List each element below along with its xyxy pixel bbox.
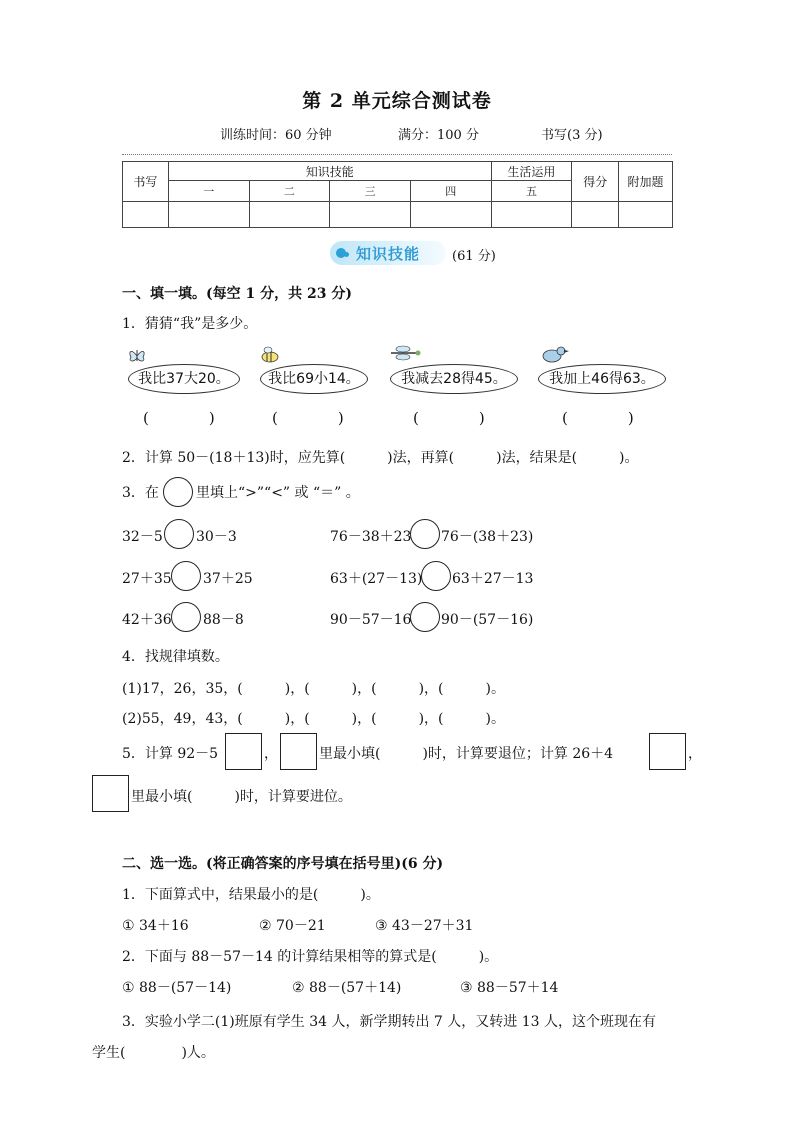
q3-r3-right-b: 90－(57－16): [441, 612, 534, 628]
p2-q3-line-2: 学生( )人。: [92, 1045, 215, 1061]
answer-paren-3[interactable]: ( ): [413, 409, 485, 427]
p2-q1-option-2[interactable]: ② 70－21: [259, 918, 326, 934]
bee-icon: [258, 345, 282, 365]
q4-text: 4．找规律填数。: [122, 649, 229, 665]
answer-box[interactable]: [92, 775, 129, 812]
header-part-2: 二: [249, 181, 330, 202]
header-extra: 附加题: [619, 162, 673, 202]
divider: [122, 154, 672, 155]
header-part-5: 五: [491, 181, 572, 202]
q3-r2-left-b: 37＋25: [203, 571, 253, 587]
q2-text: 2．计算 50－(18＋13)时，应先算( )法，再算( )法，结果是( )。: [122, 450, 639, 466]
compare-circle[interactable]: [410, 602, 440, 632]
score-cell[interactable]: [123, 202, 169, 228]
answer-box[interactable]: [649, 733, 686, 770]
part2-heading: 二、选一选。(将正确答案的序号填在括号里)(6 分): [122, 856, 444, 872]
q3-r2-right-b: 63＋27－13: [452, 571, 534, 587]
score-cell[interactable]: [491, 202, 572, 228]
header-part-1: 一: [168, 181, 249, 202]
full-score: 满分：100 分: [398, 128, 479, 143]
score-cell[interactable]: [168, 202, 249, 228]
q3-r1-right-a: 76－38＋23: [330, 529, 412, 545]
answer-box[interactable]: [225, 733, 262, 770]
q3-r3-left-a: 42＋36: [122, 612, 172, 628]
header-part-3: 三: [330, 181, 411, 202]
p2-q2-option-1[interactable]: ① 88－(57－14): [122, 980, 232, 996]
compare-circle[interactable]: [410, 519, 440, 549]
score-cell[interactable]: [572, 202, 619, 228]
butterfly-icon: [127, 346, 147, 366]
compare-circle[interactable]: [421, 561, 451, 591]
q5-text-1: 5．计算 92－5: [122, 746, 219, 762]
q3-r3-right-a: 90－57－16: [330, 612, 412, 628]
p2-q2-option-2[interactable]: ② 88－(57＋14): [292, 980, 402, 996]
page-title: 第 2 单元综合测试卷: [302, 90, 492, 112]
q3-r1-left-a: 32－5: [122, 529, 163, 545]
q5-text-2: 里最小填( )时，计算要退位；计算 26＋4: [319, 746, 614, 762]
q3-r2-left-a: 27＋35: [122, 571, 172, 587]
p2-q1-option-1[interactable]: ① 34＋16: [122, 918, 189, 934]
score-cell[interactable]: [249, 202, 330, 228]
header-score: 得分: [572, 162, 619, 202]
bubble-3: 我减去28得45。: [390, 364, 518, 394]
q3-r1-left-b: 30－3: [196, 529, 237, 545]
p2-q3-line-1: 3．实验小学二(1)班原有学生 34 人，新学期转出 7 人，又转进 13 人，这个班现在有: [122, 1014, 656, 1030]
q4-sequence-2: (2)55，49，43，( )，( )，( )，( )。: [122, 711, 505, 727]
bubble-2: 我比69小14。: [260, 364, 368, 394]
q3-r1-right-b: 76－(38＋23): [441, 529, 534, 545]
answer-box[interactable]: [280, 733, 317, 770]
q5-comma-1: ，: [264, 746, 278, 762]
compare-circle[interactable]: [164, 519, 194, 549]
dragonfly-icon: [389, 344, 421, 362]
time-limit: 训练时间：60 分钟: [220, 128, 332, 143]
p2-q1-text: 1．下面算式中，结果最小的是( )。: [122, 887, 380, 903]
q3-sample-circle: [163, 477, 193, 507]
q3-r2-right-a: 63＋(27－13): [330, 571, 423, 587]
header-knowledge: 知识技能: [168, 162, 491, 181]
part1-heading: 一、填一填。(每空 1 分，共 23 分): [122, 286, 352, 302]
compare-circle[interactable]: [171, 602, 201, 632]
header-part-4: 四: [410, 181, 491, 202]
section-badge: [330, 241, 446, 265]
writing-score: 书写(3 分): [541, 128, 603, 143]
p2-q2-option-3[interactable]: ③ 88－57＋14: [460, 980, 559, 996]
section-score: (61 分): [452, 249, 496, 264]
badge-dot-icon: [344, 252, 349, 257]
bubble-4: 我加上46得63。: [538, 364, 666, 394]
header-writing: 书写: [123, 162, 169, 202]
bubble-1: 我比37大20。: [128, 364, 240, 394]
q4-sequence-1: (1)17，26，35，( )，( )，( )，( )。: [122, 681, 505, 697]
header-life: 生活运用: [491, 162, 572, 181]
answer-paren-1[interactable]: ( ): [143, 409, 215, 427]
score-cell[interactable]: [330, 202, 411, 228]
answer-paren-4[interactable]: ( ): [562, 409, 634, 427]
bird-icon: [540, 343, 570, 365]
p2-q2-text: 2．下面与 88－57－14 的计算结果相等的算式是( )。: [122, 949, 499, 965]
q3-r3-left-b: 88－8: [203, 612, 244, 628]
q3-post: 里填上“>”“<” 或 “＝” 。: [196, 485, 360, 501]
p2-q1-option-3[interactable]: ③ 43－27＋31: [375, 918, 474, 934]
q5-comma-2: ，: [688, 746, 702, 762]
answer-paren-2[interactable]: ( ): [272, 409, 344, 427]
score-cell[interactable]: [410, 202, 491, 228]
q3-pre: 3．在: [122, 485, 159, 501]
badge-label: 知识技能: [356, 245, 421, 263]
q1-text: 1．猜猜“我”是多少。: [122, 316, 258, 332]
q5-text-3: 里最小填( )时，计算要进位。: [131, 789, 352, 805]
score-table: [122, 161, 673, 228]
compare-circle[interactable]: [171, 561, 201, 591]
score-cell[interactable]: [619, 202, 673, 228]
